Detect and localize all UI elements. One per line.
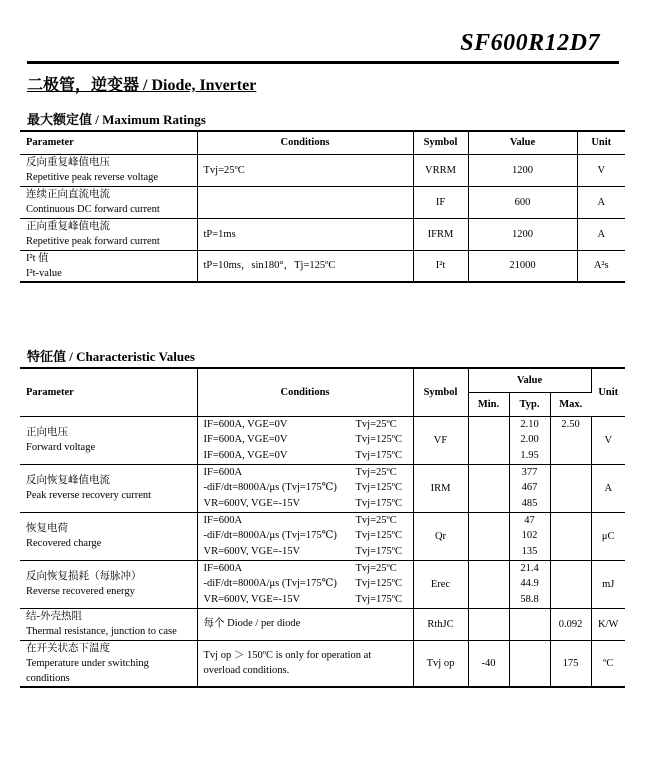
typ-value: 47 [524, 514, 535, 526]
symbol-cell: VF [413, 416, 468, 464]
typ-value: 135 [521, 545, 538, 557]
max-cell: 0.092 [550, 608, 591, 640]
unit-cell: V [591, 416, 625, 464]
min-cell [468, 560, 509, 608]
typ-cell [509, 416, 550, 464]
condition-text: IF=600A [203, 562, 243, 574]
condition-line [204, 496, 407, 512]
typ-cell [509, 464, 550, 512]
symbol-cell: Tvj op [413, 640, 468, 687]
condition-temp: Tvj=125ºC [355, 482, 403, 494]
col-unit: Unit [591, 368, 625, 416]
typ-value: 21.4 [520, 562, 539, 574]
parameter-en: I²t-value [26, 267, 62, 279]
unit-cell: μC [591, 512, 625, 560]
condition-text: IF=600A, VGE=0V [203, 418, 288, 430]
typ-cell [509, 512, 550, 560]
parameter-cn: 正向重复峰值电流 [26, 221, 110, 232]
parameter-cell [20, 560, 197, 608]
parameter-cn: I²t 值 [26, 252, 49, 264]
parameter-cn: 反向重复峰值电压 [26, 157, 110, 168]
max-cell [550, 464, 591, 512]
table-row [20, 250, 625, 282]
condition-line [204, 561, 407, 577]
col-symbol: Symbol [413, 368, 468, 416]
condition-text: -diF/dt=8000A/μs (Tvj=175℃) [203, 530, 337, 542]
symbol-cell: RthJC [413, 608, 468, 640]
col-parameter: Parameter [20, 368, 197, 416]
symbol-cell: IF [413, 186, 468, 218]
table-row [20, 154, 625, 186]
max-cell [550, 560, 591, 608]
typ-value: 44.9 [520, 578, 539, 589]
condition-text: VR=600V, VGE=-15V [203, 593, 301, 605]
condition-text: -diF/dt=8000A/μs (Tvj=175℃) [203, 578, 337, 590]
max-cell [550, 512, 591, 560]
condition-temp: Tvj=125ºC [355, 578, 403, 590]
parameter-en: Reverse recovered energy [26, 586, 135, 597]
table-row [20, 560, 625, 608]
parameter-en: Recovered charge [26, 538, 102, 549]
header-rule [27, 61, 619, 64]
parameter-cell [20, 464, 197, 512]
condition-text: IF=600A, VGE=0V [203, 449, 288, 461]
parameter-cell [20, 218, 197, 250]
typ-value: 2.10 [520, 418, 539, 430]
min-cell [468, 464, 509, 512]
parameter-en: Forward voltage [26, 442, 96, 453]
unit-cell: A [577, 186, 625, 218]
unit-cell: V [577, 154, 625, 186]
typ-value: 377 [521, 466, 538, 478]
condition-line [204, 513, 407, 529]
col-parameter: Parameter [20, 131, 197, 154]
typ-cell [509, 640, 550, 687]
parameter-cell [20, 250, 197, 282]
col-typ: Typ. [509, 392, 550, 416]
condition-temp: Tvj=175ºC [355, 545, 403, 557]
condition-line [204, 417, 407, 433]
col-symbol: Symbol [413, 131, 468, 154]
col-conditions: Conditions [197, 131, 413, 154]
parameter-cell [20, 416, 197, 464]
table-row [20, 186, 625, 218]
parameter-cell [20, 512, 197, 560]
max-cell: 2.50 [550, 416, 591, 464]
condition-temp: Tvj=25ºC [355, 562, 397, 574]
table-row [20, 512, 625, 560]
min-cell [468, 416, 509, 464]
condition-text: 每个 Diode / per diode [203, 618, 301, 630]
table-row [20, 640, 625, 687]
condition-temp: Tvj=125ºC [355, 434, 403, 446]
part-number: SF600R12D7 [460, 30, 600, 56]
parameter-cn: 结-外壳热阻 [26, 611, 82, 622]
unit-cell: mJ [591, 560, 625, 608]
col-conditions: Conditions [197, 368, 413, 416]
parameter-en: Repetitive peak reverse voltage [26, 172, 159, 183]
condition-temp: Tvj=25ºC [355, 418, 397, 430]
parameter-cn: 反向恢复损耗（每脉冲） [26, 571, 142, 582]
col-value: Value [468, 131, 577, 154]
parameter-en: Repetitive peak forward current [26, 236, 160, 247]
parameter-cn: 反向恢复峰值电流 [26, 475, 110, 486]
typ-value: 1.95 [520, 449, 539, 461]
ratings-table [20, 130, 625, 283]
value-cell: 21000 [468, 250, 577, 282]
condition-temp: Tvj=175ºC [355, 593, 403, 605]
typ-value: 467 [521, 482, 538, 493]
condition-temp: Tvj=175ºC [355, 449, 403, 461]
condition-text: Tvj op ＞ 150ºC is only for operation at overload conditions. [203, 649, 372, 676]
condition-temp: Tvj=25ºC [355, 466, 397, 478]
parameter-cn: 正向电压 [26, 427, 68, 438]
typ-cell [509, 560, 550, 608]
condition-line [204, 576, 407, 592]
condition-line [204, 592, 407, 608]
typ-value: 58.8 [520, 593, 539, 605]
value-cell: 1200 [468, 218, 577, 250]
col-min: Min. [468, 392, 509, 416]
parameter-en: Continuous DC forward current [26, 204, 160, 215]
conditions-cell [197, 512, 413, 560]
conditions-cell [197, 560, 413, 608]
parameter-en: Temperature under switching conditions [26, 657, 149, 684]
condition-line [204, 528, 407, 544]
conditions-cell: Tvj=25ºC [197, 154, 413, 186]
parameter-cell [20, 154, 197, 186]
col-value: Value [468, 368, 591, 392]
condition-line [204, 448, 407, 464]
condition-temp: Tvj=125ºC [355, 530, 403, 542]
typ-value: 2.00 [520, 434, 539, 445]
min-cell [468, 608, 509, 640]
symbol-cell: Qr [413, 512, 468, 560]
condition-text: IF=600A, VGE=0V [203, 434, 288, 446]
parameter-cn: 恢复电荷 [26, 523, 68, 534]
ratings-heading: 最大额定值 / Maximum Ratings [27, 112, 206, 127]
value-cell: 1200 [468, 154, 577, 186]
conditions-cell: tP=1ms [197, 218, 413, 250]
parameter-cell [20, 608, 197, 640]
condition-line [204, 432, 407, 448]
typ-value: 102 [521, 530, 538, 541]
typ-cell [509, 608, 550, 640]
conditions-cell: tP=10ms，sin180°，Tj=125ºC [197, 250, 413, 282]
parameter-cn: 连续正向直流电流 [26, 189, 110, 200]
unit-cell: ºC [591, 640, 625, 687]
parameter-cn: 在开关状态下温度 [26, 642, 110, 654]
col-max: Max. [550, 392, 591, 416]
col-unit: Unit [577, 131, 625, 154]
conditions-cell [197, 416, 413, 464]
max-cell: 175 [550, 640, 591, 687]
condition-line [204, 465, 407, 481]
condition-text: VR=600V, VGE=-15V [203, 545, 301, 557]
conditions-cell [197, 608, 413, 640]
condition-line [204, 480, 407, 496]
conditions-cell [197, 640, 413, 687]
parameter-cell [20, 640, 197, 687]
table-row [20, 608, 625, 640]
condition-text: IF=600A [203, 514, 243, 526]
condition-text: VR=600V, VGE=-15V [203, 497, 301, 509]
unit-cell: A [577, 218, 625, 250]
symbol-cell: IFRM [413, 218, 468, 250]
condition-temp: Tvj=25ºC [355, 514, 397, 526]
condition-text: -diF/dt=8000A/μs (Tvj=175℃) [203, 482, 337, 494]
parameter-cell [20, 186, 197, 218]
parameter-en: Peak reverse recovery current [26, 490, 152, 501]
symbol-cell: VRRM [413, 154, 468, 186]
min-cell [468, 512, 509, 560]
section-title: 二极管，逆变器 / Diode, Inverter [27, 77, 257, 94]
typ-value: 485 [521, 497, 538, 509]
conditions-cell [197, 186, 413, 218]
value-cell: 600 [468, 186, 577, 218]
unit-cell: A [591, 464, 625, 512]
characteristics-table [20, 367, 625, 688]
unit-cell: A²s [577, 250, 625, 282]
unit-cell: K/W [591, 608, 625, 640]
parameter-en: Thermal resistance, junction to case [26, 626, 177, 637]
symbol-cell: IRM [413, 464, 468, 512]
condition-temp: Tvj=175ºC [355, 497, 403, 509]
symbol-cell: Erec [413, 560, 468, 608]
condition-line [204, 544, 407, 560]
characteristics-heading: 特征值 / Characteristic Values [27, 349, 195, 364]
table-row [20, 464, 625, 512]
min-cell: -40 [468, 640, 509, 687]
symbol-cell: I²t [413, 250, 468, 282]
conditions-cell [197, 464, 413, 512]
table-row [20, 218, 625, 250]
table-row [20, 416, 625, 464]
condition-text: IF=600A [203, 466, 243, 478]
